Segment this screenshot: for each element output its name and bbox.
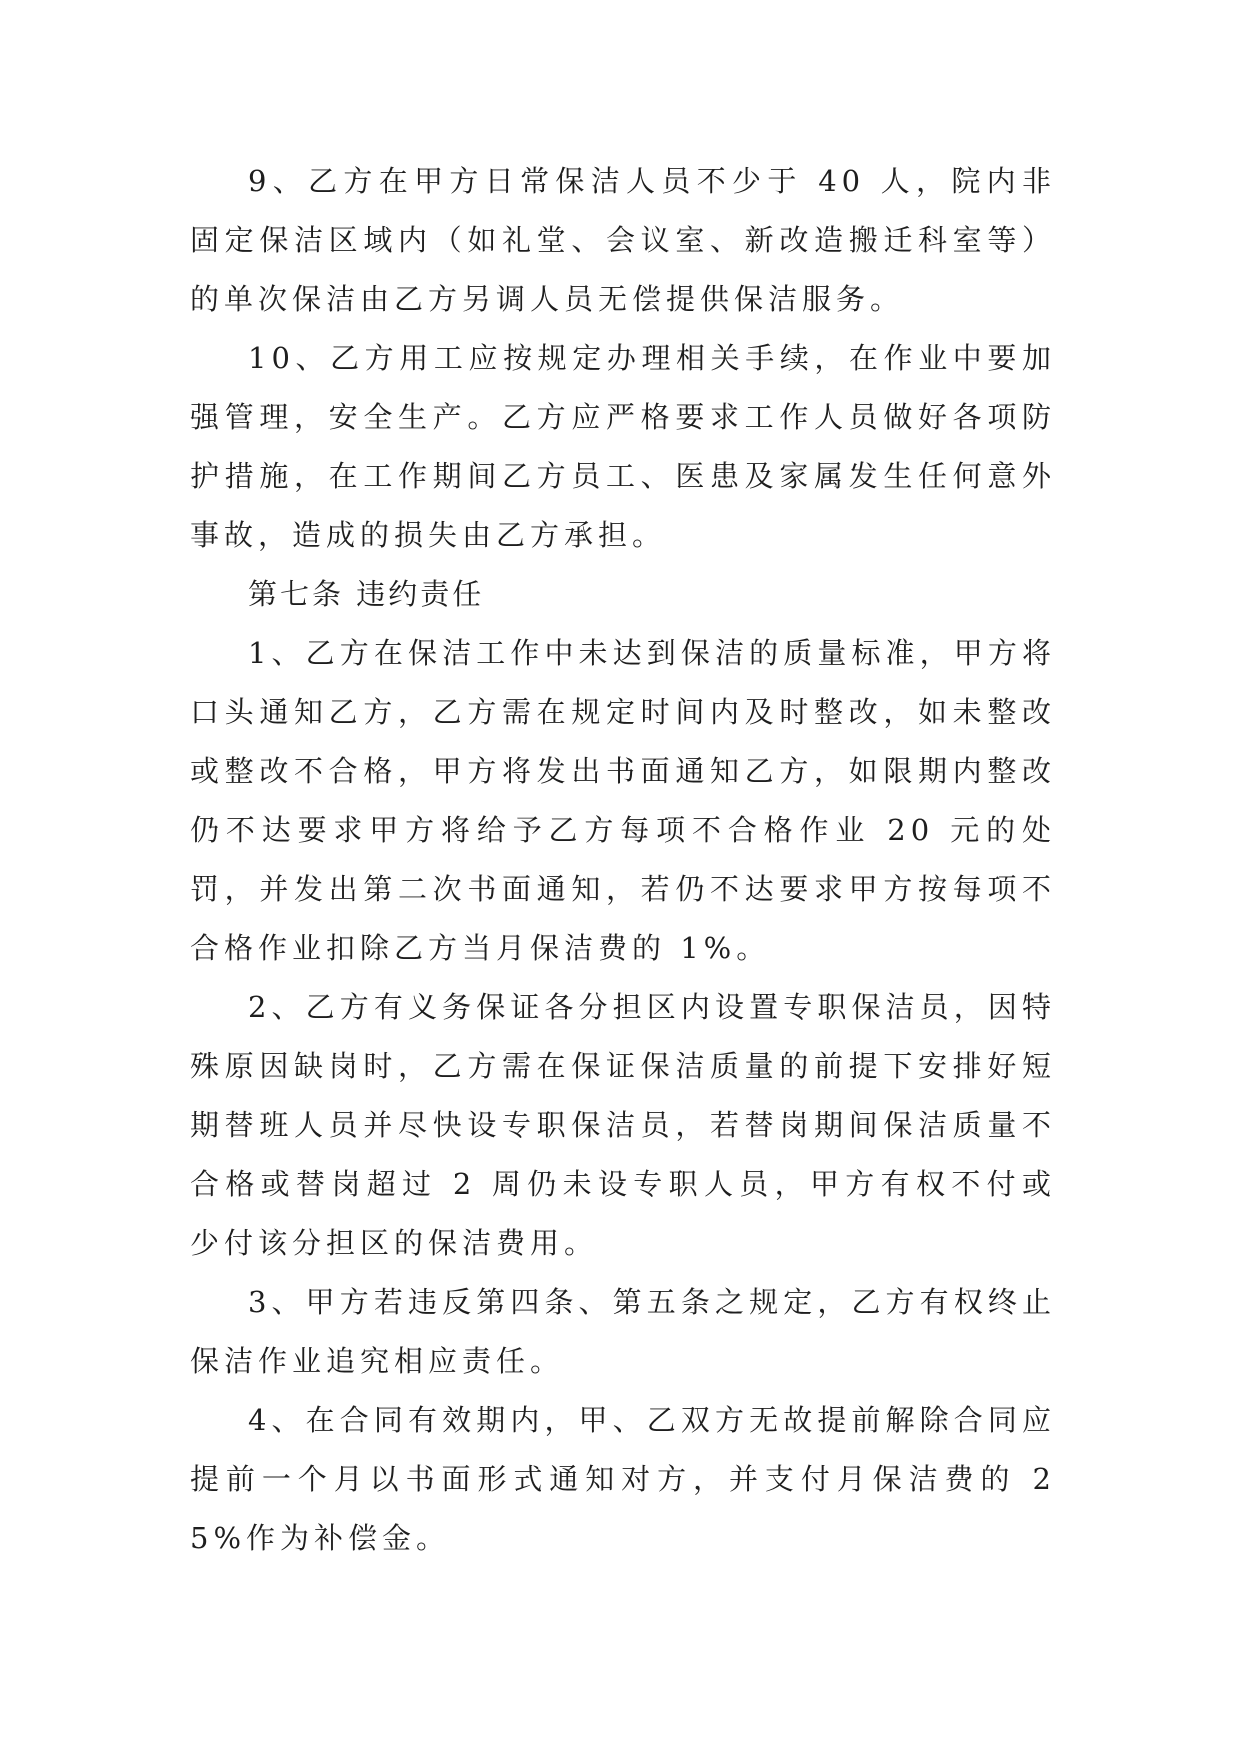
- breach-clause-3-paragraph: 3、甲方若违反第四条、第五条之规定，乙方有权终止保洁作业追究相应责任。: [190, 1285, 1056, 1378]
- clause-10-paragraph: 10、乙方用工应按规定办理相关手续，在作业中要加强管理，安全生产。乙方应严格要求工作人员做好各项防护措施，在工作期间乙方员工、医患及家属发生任何意外事故，造成的损失由乙方承担。: [190, 341, 1056, 552]
- breach-clause-2-paragraph: 2、乙方有义务保证各分担区内设置专职保洁员，因特殊原因缺岗时，乙方需在保证保洁质量的前提下安排好短期替班人员并尽快设专职保洁员，若替岗期间保洁质量不合格或替岗超过 2 周仍未设专职人员，甲方有权不付或少付该分担区的保洁费用。: [190, 990, 1056, 1260]
- document-body: [190, 152, 1056, 1568]
- clause-9-paragraph: 9、乙方在甲方日常保洁人员不少于 40 人，院内非固定保洁区域内（如礼堂、会议室、新改造搬迁科室等）的单次保洁由乙方另调人员无偿提供保洁服务。: [190, 164, 1056, 316]
- breach-clause-1-paragraph: 1、乙方在保洁工作中未达到保洁的质量标准，甲方将口头通知乙方，乙方需在规定时间内及时整改，如未整改或整改不合格，甲方将发出书面通知乙方，如限期内整改仍不达要求甲方将给予乙方每项不合格作业 20 元的处罚，并发出第二次书面通知，若仍不达要求甲方按每项不合格作业扣除乙方当月保洁费的 1%。: [190, 636, 1056, 965]
- breach-clause-4-paragraph: 4、在合同有效期内，甲、乙双方无故提前解除合同应提前一个月以书面形式通知对方，并支付月保洁费的 25%作为补偿金。: [190, 1403, 1056, 1555]
- section-heading-article-7: 第七条 违约责任: [248, 577, 485, 611]
